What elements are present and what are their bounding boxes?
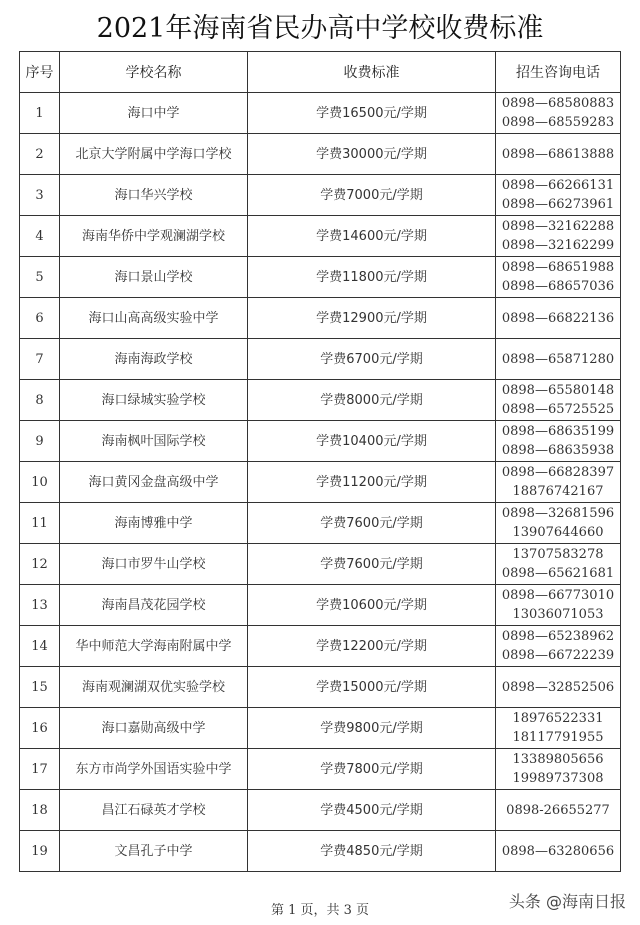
phone-number: 0898—68559283 xyxy=(501,115,615,130)
row-number: 17 xyxy=(20,749,60,790)
fee-table xyxy=(19,51,621,872)
row-number: 7 xyxy=(20,339,60,380)
phone-number: 0898—68635938 xyxy=(501,443,615,458)
phone-number: 0898—32162288 xyxy=(501,219,615,234)
table-row xyxy=(20,421,621,462)
table-row xyxy=(20,339,621,380)
table-row xyxy=(20,216,621,257)
fee-standard: 学费16500元/学期 xyxy=(248,93,496,134)
table-row xyxy=(20,175,621,216)
fee-standard: 学费7600元/学期 xyxy=(248,544,496,585)
phone-number: 0898—66266131 xyxy=(501,178,615,193)
fee-standard: 学费30000元/学期 xyxy=(248,134,496,175)
school-name: 文昌孔子中学 xyxy=(60,831,248,872)
phone-numbers xyxy=(496,585,621,626)
phone-number: 0898-26655277 xyxy=(506,802,610,818)
fee-standard: 学费7800元/学期 xyxy=(248,749,496,790)
row-number: 18 xyxy=(20,790,60,831)
fee-standard: 学费15000元/学期 xyxy=(248,667,496,708)
row-number: 2 xyxy=(20,134,60,175)
phone-number: 0898—65725525 xyxy=(501,402,615,417)
table-row xyxy=(20,790,621,831)
phone-number: 13389805656 xyxy=(512,752,604,767)
phone-number: 0898—66773010 xyxy=(501,588,615,603)
row-number: 19 xyxy=(20,831,60,872)
school-name: 海南观澜湖双优实验学校 xyxy=(60,667,248,708)
fee-standard: 学费8000元/学期 xyxy=(248,380,496,421)
fee-standard: 学费12900元/学期 xyxy=(248,298,496,339)
phone-numbers xyxy=(496,708,621,749)
school-name: 海口绿城实验学校 xyxy=(60,380,248,421)
watermark: 头条 @海南日报 xyxy=(508,892,626,911)
school-name: 海南华侨中学观澜湖学校 xyxy=(60,216,248,257)
phone-number: 0898—68580883 xyxy=(501,96,615,111)
phone-number: 0898—68657036 xyxy=(501,279,615,294)
school-name: 北京大学附属中学海口学校 xyxy=(60,134,248,175)
phone-number: 0898—68613888 xyxy=(501,146,615,162)
phone-numbers xyxy=(496,339,621,380)
phone-number: 18117791955 xyxy=(512,730,604,745)
table-row xyxy=(20,749,621,790)
school-name: 华中师范大学海南附属中学 xyxy=(60,626,248,667)
fee-standard: 学费6700元/学期 xyxy=(248,339,496,380)
phone-number: 0898—32852506 xyxy=(501,679,615,695)
phone-numbers xyxy=(496,93,621,134)
phone-numbers xyxy=(496,544,621,585)
phone-numbers xyxy=(496,831,621,872)
school-name: 海口中学 xyxy=(60,93,248,134)
row-number: 8 xyxy=(20,380,60,421)
fee-standard: 学费7000元/学期 xyxy=(248,175,496,216)
table-row xyxy=(20,380,621,421)
table-row xyxy=(20,708,621,749)
phone-number: 0898—68635199 xyxy=(501,424,615,439)
school-name: 海口黄冈金盘高级中学 xyxy=(60,462,248,503)
phone-numbers xyxy=(496,421,621,462)
phone-number: 0898—66273961 xyxy=(501,197,615,212)
school-name: 海口嘉勋高级中学 xyxy=(60,708,248,749)
table-header-row xyxy=(20,52,621,93)
phone-number: 0898—65621681 xyxy=(501,566,615,581)
fee-standard: 学费14600元/学期 xyxy=(248,216,496,257)
table-row xyxy=(20,831,621,872)
fee-standard: 学费10400元/学期 xyxy=(248,421,496,462)
phone-number: 13707583278 xyxy=(512,547,604,562)
table-row xyxy=(20,298,621,339)
phone-numbers xyxy=(496,216,621,257)
phone-numbers xyxy=(496,503,621,544)
table-row xyxy=(20,93,621,134)
phone-number: 0898—32162299 xyxy=(501,238,615,253)
table-row xyxy=(20,134,621,175)
fee-standard: 学费4500元/学期 xyxy=(248,790,496,831)
table-row xyxy=(20,503,621,544)
row-number: 11 xyxy=(20,503,60,544)
fee-standard: 学费11800元/学期 xyxy=(248,257,496,298)
school-name: 海南海政学校 xyxy=(60,339,248,380)
phone-numbers xyxy=(496,175,621,216)
phone-numbers xyxy=(496,134,621,175)
table-row xyxy=(20,626,621,667)
phone-numbers xyxy=(496,257,621,298)
row-number: 14 xyxy=(20,626,60,667)
school-name: 海口华兴学校 xyxy=(60,175,248,216)
school-name: 东方市尚学外国语实验中学 xyxy=(60,749,248,790)
school-name: 海口山高高级实验中学 xyxy=(60,298,248,339)
table-row xyxy=(20,667,621,708)
phone-numbers xyxy=(496,790,621,831)
row-number: 9 xyxy=(20,421,60,462)
table-row xyxy=(20,544,621,585)
row-number: 4 xyxy=(20,216,60,257)
phone-numbers xyxy=(496,749,621,790)
school-name: 海南枫叶国际学校 xyxy=(60,421,248,462)
fee-standard: 学费12200元/学期 xyxy=(248,626,496,667)
phone-numbers xyxy=(496,667,621,708)
row-number: 16 xyxy=(20,708,60,749)
school-name: 海南博雅中学 xyxy=(60,503,248,544)
fee-standard: 学费11200元/学期 xyxy=(248,462,496,503)
fee-standard: 学费7600元/学期 xyxy=(248,503,496,544)
phone-number: 19989737308 xyxy=(512,771,604,786)
phone-numbers xyxy=(496,462,621,503)
phone-numbers xyxy=(496,626,621,667)
table-row xyxy=(20,462,621,503)
phone-number: 0898—65238962 xyxy=(501,629,615,644)
header-fee: 收费标准 xyxy=(248,52,496,93)
row-number: 13 xyxy=(20,585,60,626)
row-number: 3 xyxy=(20,175,60,216)
phone-number: 18876742167 xyxy=(512,484,604,499)
header-phone: 招生咨询电话 xyxy=(496,52,621,93)
row-number: 6 xyxy=(20,298,60,339)
table-row xyxy=(20,257,621,298)
phone-number: 0898—65871280 xyxy=(501,351,615,367)
phone-number: 0898—32681596 xyxy=(501,506,615,521)
school-name: 昌江石碌英才学校 xyxy=(60,790,248,831)
fee-standard: 学费4850元/学期 xyxy=(248,831,496,872)
row-number: 10 xyxy=(20,462,60,503)
table-row xyxy=(20,585,621,626)
phone-number: 13907644660 xyxy=(512,525,604,540)
phone-number: 18976522331 xyxy=(512,711,604,726)
phone-number: 0898—63280656 xyxy=(501,843,615,859)
fee-standard: 学费9800元/学期 xyxy=(248,708,496,749)
row-number: 12 xyxy=(20,544,60,585)
document-title: 2021年海南省民办高中学校收费标准 xyxy=(96,13,544,44)
phone-number: 0898—68651988 xyxy=(501,260,615,275)
fee-standard: 学费10600元/学期 xyxy=(248,585,496,626)
phone-number: 0898—66828397 xyxy=(501,465,615,480)
header-no: 序号 xyxy=(20,52,60,93)
row-number: 5 xyxy=(20,257,60,298)
phone-number: 0898—66722239 xyxy=(501,648,615,663)
row-number: 1 xyxy=(20,93,60,134)
school-name: 海口景山学校 xyxy=(60,257,248,298)
phone-numbers xyxy=(496,298,621,339)
school-name: 海南昌茂花园学校 xyxy=(60,585,248,626)
row-number: 15 xyxy=(20,667,60,708)
page-number: 第 1 页，共 3 页 xyxy=(270,903,370,918)
phone-numbers xyxy=(496,380,621,421)
school-name: 海口市罗牛山学校 xyxy=(60,544,248,585)
phone-number: 13036071053 xyxy=(512,607,604,622)
header-school-name: 学校名称 xyxy=(60,52,248,93)
phone-number: 0898—66822136 xyxy=(501,310,615,326)
phone-number: 0898—65580148 xyxy=(501,383,615,398)
